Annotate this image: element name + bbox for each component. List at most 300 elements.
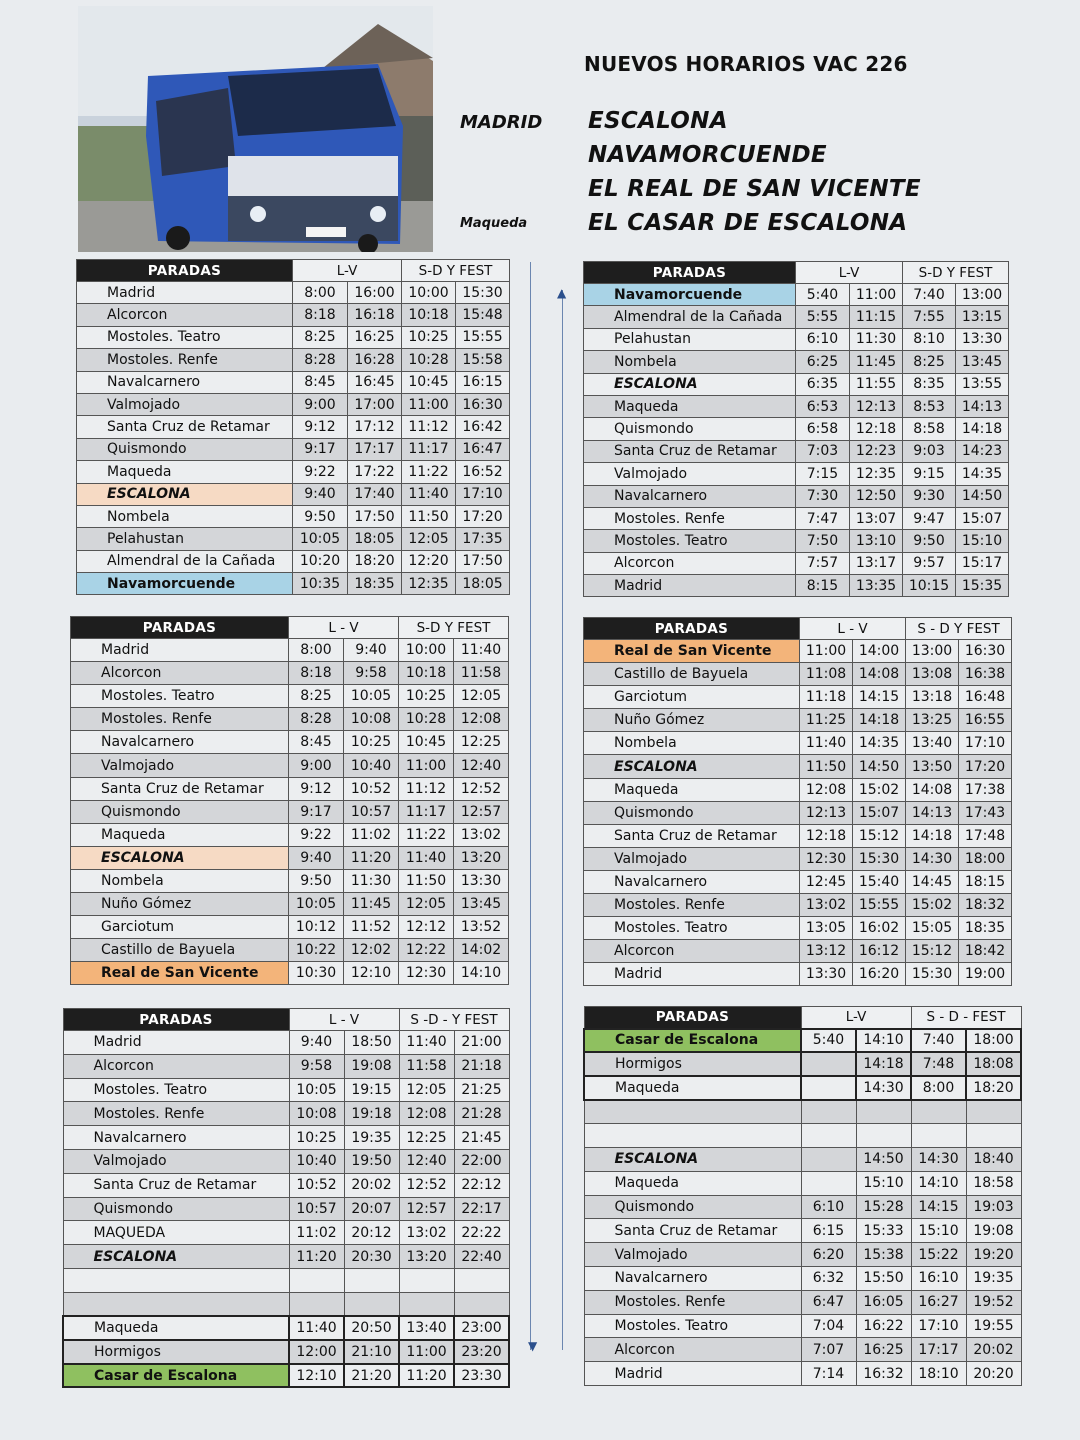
stop-name: Valmojado bbox=[584, 1243, 801, 1267]
departure-time: 19:35 bbox=[344, 1126, 399, 1150]
table-row bbox=[584, 552, 1009, 574]
departure-time: 7:50 bbox=[796, 530, 850, 552]
stop-name: Hormigos bbox=[584, 1052, 801, 1076]
table-row bbox=[584, 1362, 1021, 1386]
timetable-casar-escalona-madrid bbox=[583, 1006, 1022, 1386]
departure-time: 11:52 bbox=[344, 916, 399, 939]
departure-time: 10:28 bbox=[402, 349, 456, 371]
table-row bbox=[77, 304, 510, 326]
departure-time: 16:28 bbox=[348, 349, 402, 371]
stop-name: Santa Cruz de Retamar bbox=[71, 777, 289, 800]
departure-time: 16:12 bbox=[853, 940, 906, 963]
table-row bbox=[584, 1195, 1021, 1219]
departure-time: 11:02 bbox=[344, 823, 399, 846]
stop-name: Maqueda bbox=[77, 461, 293, 483]
departure-time: 17:20 bbox=[959, 755, 1012, 778]
departure-time: 19:35 bbox=[966, 1266, 1021, 1290]
stop-name: Pelahustan bbox=[77, 528, 293, 550]
departure-time: 16:45 bbox=[348, 371, 402, 393]
departure-time: 10:05 bbox=[293, 528, 348, 550]
departure-time: 22:17 bbox=[454, 1197, 509, 1221]
departure-time: 9:58 bbox=[289, 1054, 344, 1078]
departure-time: 8:18 bbox=[289, 662, 344, 685]
departure-time: 11:40 bbox=[399, 1031, 454, 1055]
table-row bbox=[584, 1076, 1021, 1100]
origin-secondary: Maqueda bbox=[460, 216, 528, 231]
departure-time bbox=[911, 1100, 966, 1124]
departure-time: 14:30 bbox=[906, 847, 959, 870]
departure-time: 9:50 bbox=[289, 869, 344, 892]
departure-time: 10:12 bbox=[289, 916, 344, 939]
stop-name: Quismondo bbox=[584, 801, 800, 824]
departure-time: 8:45 bbox=[289, 731, 344, 754]
table-row bbox=[77, 461, 510, 483]
departure-time: 16:00 bbox=[348, 282, 402, 304]
departure-time: 10:00 bbox=[402, 282, 456, 304]
stop-name: Nuño Gómez bbox=[584, 709, 800, 732]
stop-name: Nuño Gómez bbox=[71, 893, 289, 916]
stop-name: Nombela bbox=[71, 869, 289, 892]
departure-time: 6:47 bbox=[801, 1290, 856, 1314]
departure-time: 13:40 bbox=[906, 732, 959, 755]
stop-name: Maqueda bbox=[584, 778, 800, 801]
table-row bbox=[584, 709, 1012, 732]
departure-time: 8:25 bbox=[903, 351, 956, 373]
stop-name: Navalcarnero bbox=[63, 1126, 289, 1150]
departure-time: 9:47 bbox=[903, 507, 956, 529]
table-row bbox=[584, 418, 1009, 440]
table-row bbox=[77, 505, 510, 527]
departure-time: 12:20 bbox=[402, 550, 456, 572]
departure-time: 15:30 bbox=[456, 282, 510, 304]
stop-name: Navalcarnero bbox=[77, 371, 293, 393]
table-row bbox=[584, 755, 1012, 778]
destination: ESCALONA bbox=[588, 108, 728, 134]
departure-time: 12:05 bbox=[399, 893, 454, 916]
column-header-paradas: PARADAS bbox=[77, 260, 293, 282]
departure-time: 9:17 bbox=[293, 438, 348, 460]
column-header-paradas: PARADAS bbox=[584, 1007, 801, 1029]
stop-name: Valmojado bbox=[63, 1149, 289, 1173]
stop-name: Santa Cruz de Retamar bbox=[77, 416, 293, 438]
departure-time: 7:40 bbox=[911, 1029, 966, 1053]
departure-time: 11:50 bbox=[399, 869, 454, 892]
timetable-madrid-real-san-vicente bbox=[70, 616, 509, 985]
stop-name: Maqueda bbox=[584, 1171, 801, 1195]
departure-time: 13:45 bbox=[454, 893, 509, 916]
table-row bbox=[71, 639, 509, 662]
departure-time: 10:30 bbox=[289, 962, 344, 985]
departure-time: 8:00 bbox=[293, 282, 348, 304]
departure-time: 10:18 bbox=[402, 304, 456, 326]
departure-time: 18:58 bbox=[966, 1171, 1021, 1195]
departure-time: 18:05 bbox=[456, 573, 510, 595]
departure-time: 23:20 bbox=[454, 1340, 509, 1364]
departure-time: 14:35 bbox=[956, 463, 1009, 485]
table-row bbox=[584, 640, 1012, 663]
departure-time bbox=[801, 1171, 856, 1195]
departure-time: 14:10 bbox=[856, 1029, 911, 1053]
stop-name: Nombela bbox=[77, 505, 293, 527]
table-row bbox=[584, 1338, 1021, 1362]
departure-time: 17:17 bbox=[911, 1338, 966, 1362]
departure-time: 10:52 bbox=[289, 1173, 344, 1197]
departure-time: 15:10 bbox=[856, 1171, 911, 1195]
departure-time: 7:04 bbox=[801, 1314, 856, 1338]
stop-name bbox=[63, 1292, 289, 1316]
timetable-madrid-casar-escalona bbox=[62, 1008, 510, 1388]
stop-name: Navalcarnero bbox=[584, 485, 796, 507]
table-row bbox=[584, 306, 1009, 328]
table-row bbox=[71, 731, 509, 754]
departure-time: 15:07 bbox=[956, 507, 1009, 529]
departure-time: 13:18 bbox=[906, 686, 959, 709]
stop-name: Navalcarnero bbox=[584, 870, 800, 893]
departure-time: 17:12 bbox=[348, 416, 402, 438]
departure-time: 18:42 bbox=[959, 940, 1012, 963]
stop-name: Mostoles. Renfe bbox=[77, 349, 293, 371]
divider-line bbox=[530, 262, 531, 1350]
column-header-weekdays: L-V bbox=[293, 260, 402, 282]
departure-time: 10:45 bbox=[402, 371, 456, 393]
departure-time: 14:02 bbox=[454, 939, 509, 962]
stop-name: Mostoles. Renfe bbox=[584, 894, 800, 917]
departure-time: 10:45 bbox=[399, 731, 454, 754]
departure-time: 11:58 bbox=[399, 1054, 454, 1078]
departure-time: 12:18 bbox=[850, 418, 903, 440]
departure-time bbox=[801, 1100, 856, 1124]
table-row bbox=[63, 1197, 509, 1221]
table-row bbox=[584, 801, 1012, 824]
departure-time: 8:00 bbox=[911, 1076, 966, 1100]
column-header-paradas: PARADAS bbox=[584, 262, 796, 284]
departure-time: 5:55 bbox=[796, 306, 850, 328]
departure-time: 17:00 bbox=[348, 393, 402, 415]
stop-name: Valmojado bbox=[77, 393, 293, 415]
departure-time: 21:10 bbox=[344, 1340, 399, 1364]
departure-time: 8:35 bbox=[903, 373, 956, 395]
divider-line bbox=[562, 290, 563, 1350]
departure-time: 7:48 bbox=[911, 1052, 966, 1076]
departure-time: 19:18 bbox=[344, 1102, 399, 1126]
departure-time: 15:22 bbox=[911, 1243, 966, 1267]
table-row bbox=[71, 939, 509, 962]
stop-name: Madrid bbox=[584, 963, 800, 986]
departure-time: 8:15 bbox=[796, 575, 850, 597]
departure-time: 9:00 bbox=[289, 754, 344, 777]
departure-time: 12:45 bbox=[800, 870, 853, 893]
departure-time: 12:10 bbox=[289, 1364, 344, 1388]
table-row bbox=[71, 869, 509, 892]
departure-time: 12:02 bbox=[344, 939, 399, 962]
departure-time: 20:07 bbox=[344, 1197, 399, 1221]
departure-time: 11:20 bbox=[399, 1364, 454, 1388]
departure-time: 19:55 bbox=[966, 1314, 1021, 1338]
departure-time: 14:10 bbox=[454, 962, 509, 985]
departure-time: 9:22 bbox=[293, 461, 348, 483]
stop-name: Santa Cruz de Retamar bbox=[63, 1173, 289, 1197]
departure-time: 20:12 bbox=[344, 1221, 399, 1245]
departure-time: 11:15 bbox=[850, 306, 903, 328]
departure-time: 10:25 bbox=[399, 685, 454, 708]
departure-time: 11:40 bbox=[289, 1316, 344, 1340]
departure-time: 14:10 bbox=[911, 1171, 966, 1195]
departure-time: 19:20 bbox=[966, 1243, 1021, 1267]
departure-time bbox=[289, 1292, 344, 1316]
departure-time: 12:13 bbox=[800, 801, 853, 824]
table-row bbox=[584, 440, 1009, 462]
departure-time: 11:17 bbox=[402, 438, 456, 460]
departure-time: 12:25 bbox=[399, 1126, 454, 1150]
departure-time: 10:05 bbox=[289, 893, 344, 916]
departure-time: 13:08 bbox=[906, 663, 959, 686]
departure-time: 13:50 bbox=[906, 755, 959, 778]
departure-time: 15:02 bbox=[853, 778, 906, 801]
departure-time: 9:12 bbox=[293, 416, 348, 438]
departure-time: 10:00 bbox=[399, 639, 454, 662]
departure-time: 15:58 bbox=[456, 349, 510, 371]
departure-time: 8:10 bbox=[903, 328, 956, 350]
departure-time bbox=[454, 1292, 509, 1316]
departure-time: 14:50 bbox=[853, 755, 906, 778]
departure-time: 14:18 bbox=[906, 824, 959, 847]
departure-time: 9:40 bbox=[289, 1031, 344, 1055]
column-header-weekdays: L - V bbox=[289, 617, 399, 639]
departure-time: 15:55 bbox=[456, 326, 510, 348]
departure-time: 17:10 bbox=[959, 732, 1012, 755]
departure-time: 12:52 bbox=[399, 1173, 454, 1197]
departure-time: 7:03 bbox=[796, 440, 850, 462]
departure-time: 13:30 bbox=[956, 328, 1009, 350]
departure-time: 12:18 bbox=[800, 824, 853, 847]
stop-name: Navalcarnero bbox=[584, 1266, 801, 1290]
stop-name: Garciotum bbox=[584, 686, 800, 709]
departure-time bbox=[966, 1124, 1021, 1148]
arrow-down-icon: ▼ bbox=[528, 1339, 538, 1353]
table-row bbox=[77, 416, 510, 438]
departure-time: 9:50 bbox=[293, 505, 348, 527]
table-row bbox=[63, 1149, 509, 1173]
departure-time: 7:57 bbox=[796, 552, 850, 574]
departure-time: 18:00 bbox=[959, 847, 1012, 870]
departure-time: 17:22 bbox=[348, 461, 402, 483]
timetable-navamorcuende-madrid bbox=[583, 261, 1009, 597]
table-row bbox=[584, 1266, 1021, 1290]
departure-time: 19:00 bbox=[959, 963, 1012, 986]
departure-time: 10:22 bbox=[289, 939, 344, 962]
stop-name: Casar de Escalona bbox=[63, 1364, 289, 1388]
departure-time: 18:08 bbox=[966, 1052, 1021, 1076]
departure-time: 12:35 bbox=[402, 573, 456, 595]
departure-time: 6:32 bbox=[801, 1266, 856, 1290]
column-header-paradas: PARADAS bbox=[63, 1009, 289, 1031]
table-row bbox=[77, 349, 510, 371]
departure-time: 21:18 bbox=[454, 1054, 509, 1078]
departure-time: 11:00 bbox=[399, 1340, 454, 1364]
table-row bbox=[63, 1245, 509, 1269]
departure-time: 9:40 bbox=[293, 483, 348, 505]
departure-time: 16:42 bbox=[456, 416, 510, 438]
destination: EL CASAR DE ESCALONA bbox=[588, 210, 908, 236]
departure-time: 14:45 bbox=[906, 870, 959, 893]
departure-time bbox=[344, 1292, 399, 1316]
departure-time: 12:05 bbox=[402, 528, 456, 550]
departure-time: 19:08 bbox=[344, 1054, 399, 1078]
departure-time bbox=[399, 1268, 454, 1292]
departure-time: 20:50 bbox=[344, 1316, 399, 1340]
departure-time: 19:03 bbox=[966, 1195, 1021, 1219]
departure-time: 11:20 bbox=[289, 1245, 344, 1269]
departure-time: 17:10 bbox=[911, 1314, 966, 1338]
departure-time: 7:07 bbox=[801, 1338, 856, 1362]
departure-time: 14:13 bbox=[956, 395, 1009, 417]
table-row bbox=[584, 940, 1012, 963]
stop-name: Almendral de la Cañada bbox=[584, 306, 796, 328]
departure-time: 15:10 bbox=[911, 1219, 966, 1243]
table-row bbox=[584, 1124, 1021, 1148]
departure-time: 7:55 bbox=[903, 306, 956, 328]
departure-time: 13:17 bbox=[850, 552, 903, 574]
departure-time: 9:50 bbox=[903, 530, 956, 552]
departure-time: 12:08 bbox=[454, 708, 509, 731]
stop-name: Alcorcon bbox=[63, 1054, 289, 1078]
departure-time: 13:30 bbox=[454, 869, 509, 892]
column-header-paradas: PARADAS bbox=[71, 617, 289, 639]
departure-time bbox=[966, 1100, 1021, 1124]
table-row bbox=[63, 1102, 509, 1126]
column-header-weekends: S -D - Y FEST bbox=[399, 1009, 509, 1031]
departure-time bbox=[454, 1268, 509, 1292]
departure-time: 15:48 bbox=[456, 304, 510, 326]
departure-time: 11:40 bbox=[800, 732, 853, 755]
departure-time: 8:58 bbox=[903, 418, 956, 440]
departure-time: 20:02 bbox=[966, 1338, 1021, 1362]
bus-photo bbox=[78, 6, 433, 252]
column-header-weekends: S-D Y FEST bbox=[903, 262, 1009, 284]
departure-time: 13:35 bbox=[850, 575, 903, 597]
departure-time: 13:00 bbox=[956, 284, 1009, 306]
departure-time bbox=[344, 1268, 399, 1292]
column-header-weekdays: L - V bbox=[800, 618, 906, 640]
departure-time: 9:22 bbox=[289, 823, 344, 846]
departure-time: 18:00 bbox=[966, 1029, 1021, 1053]
stop-name: Madrid bbox=[584, 575, 796, 597]
stop-name bbox=[63, 1268, 289, 1292]
departure-time: 15:30 bbox=[853, 847, 906, 870]
departure-time: 10:20 bbox=[293, 550, 348, 572]
departure-time: 5:40 bbox=[796, 284, 850, 306]
table-row bbox=[584, 328, 1009, 350]
table-row bbox=[63, 1364, 509, 1388]
stop-name: ESCALONA bbox=[584, 1147, 801, 1171]
departure-time: 6:10 bbox=[796, 328, 850, 350]
table-row bbox=[63, 1173, 509, 1197]
departure-time bbox=[289, 1268, 344, 1292]
table-row bbox=[584, 1171, 1021, 1195]
departure-time: 18:10 bbox=[911, 1362, 966, 1386]
departure-time: 10:40 bbox=[344, 754, 399, 777]
departure-time bbox=[801, 1052, 856, 1076]
departure-time: 21:25 bbox=[454, 1078, 509, 1102]
departure-time: 15:07 bbox=[853, 801, 906, 824]
departure-time: 7:14 bbox=[801, 1362, 856, 1386]
stop-name: ESCALONA bbox=[584, 373, 796, 395]
departure-time: 12:30 bbox=[399, 962, 454, 985]
departure-time: 14:23 bbox=[956, 440, 1009, 462]
stop-name bbox=[584, 1100, 801, 1124]
departure-time: 11:45 bbox=[344, 893, 399, 916]
departure-time: 13:02 bbox=[454, 823, 509, 846]
departure-time: 10:25 bbox=[344, 731, 399, 754]
departure-time: 16:32 bbox=[856, 1362, 911, 1386]
departure-time: 16:30 bbox=[456, 393, 510, 415]
departure-time: 13:05 bbox=[800, 917, 853, 940]
departure-time: 17:20 bbox=[456, 505, 510, 527]
stop-name: ESCALONA bbox=[584, 755, 800, 778]
departure-time: 12:57 bbox=[399, 1197, 454, 1221]
departure-time: 9:03 bbox=[903, 440, 956, 462]
departure-time: 5:40 bbox=[801, 1029, 856, 1053]
departure-time: 10:08 bbox=[344, 708, 399, 731]
departure-time: 10:28 bbox=[399, 708, 454, 731]
departure-time: 18:20 bbox=[348, 550, 402, 572]
departure-time: 12:52 bbox=[454, 777, 509, 800]
departure-time: 15:30 bbox=[906, 963, 959, 986]
departure-time: 17:50 bbox=[348, 505, 402, 527]
table-row bbox=[63, 1316, 509, 1340]
departure-time: 16:18 bbox=[348, 304, 402, 326]
departure-time: 23:00 bbox=[454, 1316, 509, 1340]
stop-name: Santa Cruz de Retamar bbox=[584, 824, 800, 847]
table-row bbox=[71, 754, 509, 777]
table-row bbox=[71, 962, 509, 985]
table-row bbox=[63, 1054, 509, 1078]
stop-name: Real de San Vicente bbox=[71, 962, 289, 985]
departure-time: 16:27 bbox=[911, 1290, 966, 1314]
departure-time: 14:18 bbox=[856, 1052, 911, 1076]
table-row bbox=[63, 1292, 509, 1316]
table-row bbox=[584, 663, 1012, 686]
departure-time bbox=[801, 1076, 856, 1100]
departure-time: 15:38 bbox=[856, 1243, 911, 1267]
table-row bbox=[584, 870, 1012, 893]
departure-time: 6:53 bbox=[796, 395, 850, 417]
departure-time: 15:05 bbox=[906, 917, 959, 940]
departure-time: 16:25 bbox=[856, 1338, 911, 1362]
stop-name: Santa Cruz de Retamar bbox=[584, 440, 796, 462]
departure-time: 12:57 bbox=[454, 800, 509, 823]
departure-time: 11:17 bbox=[399, 800, 454, 823]
departure-time: 18:20 bbox=[966, 1076, 1021, 1100]
departure-time: 19:08 bbox=[966, 1219, 1021, 1243]
departure-time: 11:40 bbox=[454, 639, 509, 662]
departure-time: 17:40 bbox=[348, 483, 402, 505]
departure-time: 13:02 bbox=[399, 1221, 454, 1245]
departure-time: 8:18 bbox=[293, 304, 348, 326]
bus-photo-icon bbox=[78, 6, 433, 252]
departure-time: 11:50 bbox=[800, 755, 853, 778]
table-row bbox=[77, 528, 510, 550]
table-row bbox=[584, 894, 1012, 917]
departure-time: 10:52 bbox=[344, 777, 399, 800]
table-row bbox=[584, 395, 1009, 417]
departure-time: 20:30 bbox=[344, 1245, 399, 1269]
departure-time: 7:30 bbox=[796, 485, 850, 507]
table-row bbox=[71, 846, 509, 869]
departure-time: 11:40 bbox=[399, 846, 454, 869]
departure-time: 19:52 bbox=[966, 1290, 1021, 1314]
departure-time: 14:30 bbox=[911, 1147, 966, 1171]
